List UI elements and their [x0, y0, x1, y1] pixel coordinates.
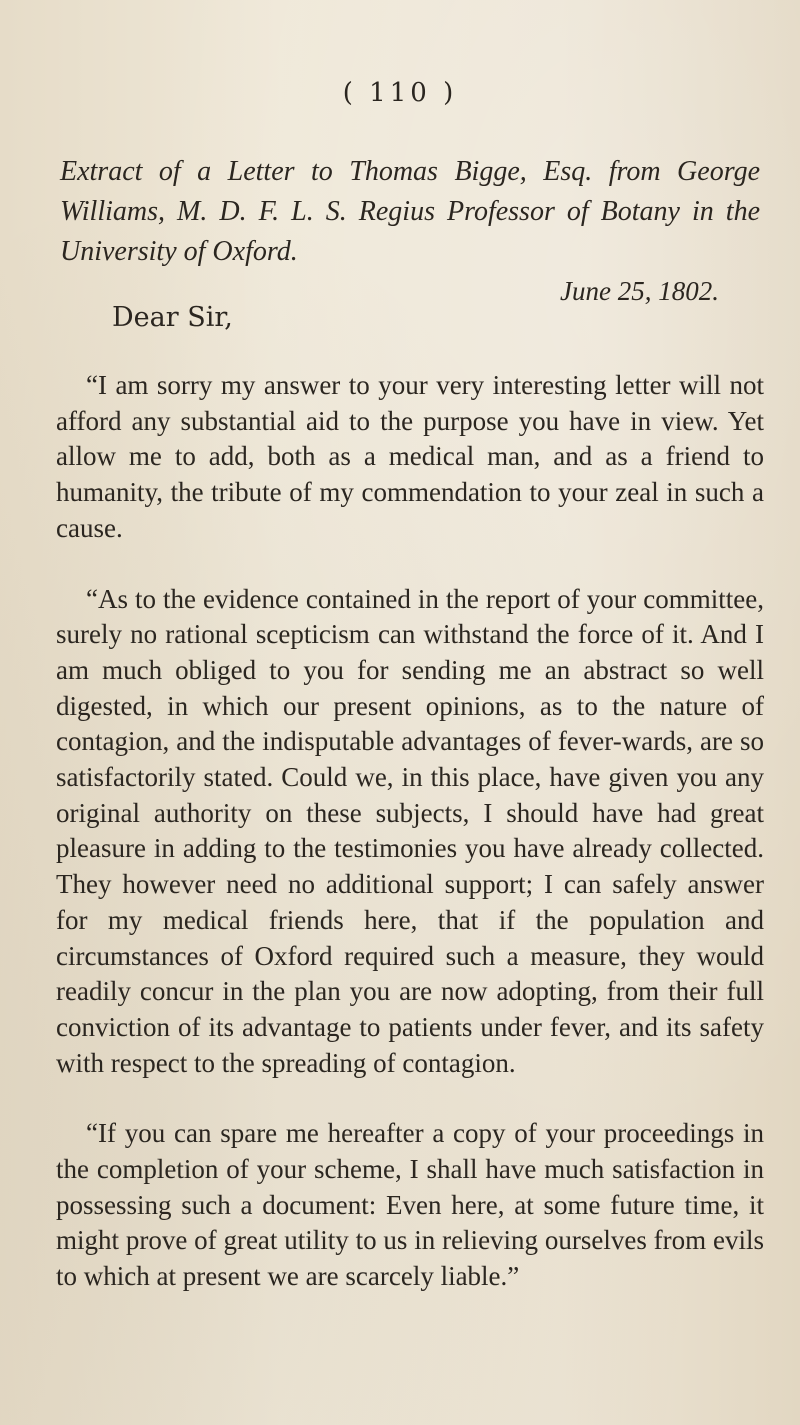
paragraph-1: “I am sorry my answer to your very interesting letter will not afford any substantial aid to the purpose you have in view. Yet allow me to add, both as a medical man, and as a friend to humanity, the tribute of my commendation to your zeal in such a cause.	[56, 370, 764, 543]
paragraph-3: “If you can spare me hereafter a copy of your proceedings in the completion of your scheme, I shall have much satisfaction in possessing such a document: Even here, at some future time, it might prove of great utility to us in relieving ourselves from evils to which at present we are scarcely liable.”	[56, 1118, 764, 1292]
salutation: Dear Sir,	[112, 302, 233, 333]
letter-body	[56, 368, 764, 1330]
paragraph-2: “As to the evidence contained in the report of your committee, surely no rational scepticism can withstand the force of it. And I am much obliged to you for sending me an abstract so well digested, in which our present opinions, as to the nature of contagion, and the indisputable advantages of fever-wards, are so satisfactorily stated. Could we, in this place, have given you any original authority on these subjects, I should have had great pleasure in adding to the testimonies you have already collected. They however need no additional support; I can safely answer for my medical friends here, that if the population and circumstances of Oxford required such a measure, they would readily concur in the plan you are now adopting, from their full conviction of its advantage to patients under fever, and its safety with respect to the spreading of contagion.	[56, 583, 764, 1078]
letter-heading: Extract of a Letter to Thomas Bigge, Esq. from George Williams, M. D. F. L. S. Regius Professor of Botany in the University of Oxford.	[60, 156, 760, 267]
page-number: ( 110 )	[342, 78, 458, 108]
letter-date: June 25, 1802.	[560, 276, 719, 306]
